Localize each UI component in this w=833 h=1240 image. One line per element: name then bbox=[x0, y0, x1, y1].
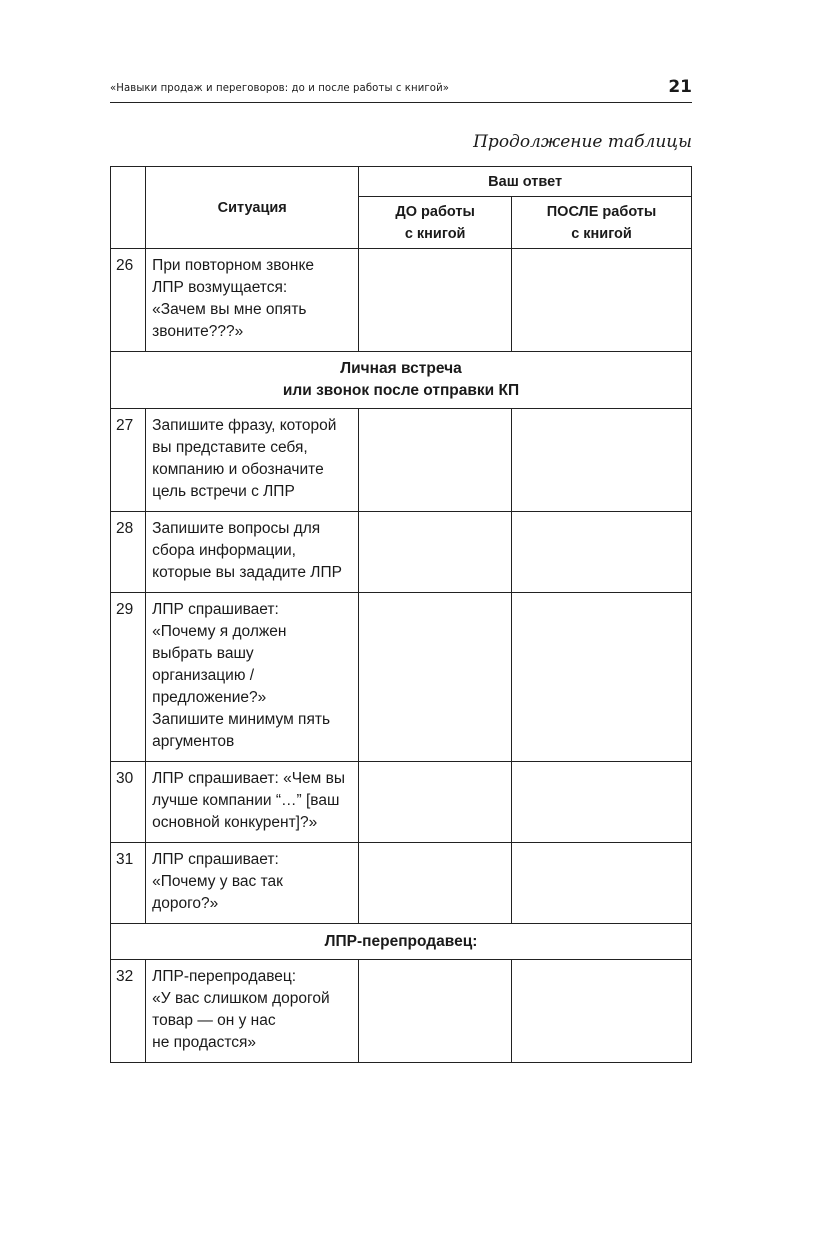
row-number: 26 bbox=[111, 249, 146, 352]
situation-text: ЛПР спрашивает: «Почему я должен выбрать вашу организацию / предложение?» Запишите минимум пять аргументов bbox=[146, 593, 359, 762]
answer-before-cell[interactable] bbox=[359, 843, 512, 924]
section-title: Личная встреча или звонок после отправки КП bbox=[111, 352, 692, 409]
row-number: 31 bbox=[111, 843, 146, 924]
table-row bbox=[111, 249, 692, 352]
section-row bbox=[111, 924, 692, 960]
situation-header: Ситуация bbox=[146, 167, 359, 249]
answer-before-cell[interactable] bbox=[359, 409, 512, 512]
after-header: ПОСЛЕ работы с книгой bbox=[512, 197, 692, 249]
questionnaire-table bbox=[110, 166, 692, 1063]
situation-text: ЛПР-перепродавец: «У вас слишком дорогой товар — он у нас не продастся» bbox=[146, 960, 359, 1063]
answer-after-cell[interactable] bbox=[512, 409, 692, 512]
answer-header: Ваш ответ bbox=[359, 167, 692, 197]
situation-text: Запишите фразу, которой вы представите себя, компанию и обозначите цель встречи с ЛПР bbox=[146, 409, 359, 512]
table-row bbox=[111, 512, 692, 593]
answer-after-cell[interactable] bbox=[512, 960, 692, 1063]
answer-before-cell[interactable] bbox=[359, 960, 512, 1063]
row-number: 28 bbox=[111, 512, 146, 593]
table-row bbox=[111, 843, 692, 924]
table-row bbox=[111, 409, 692, 512]
answer-before-cell[interactable] bbox=[359, 593, 512, 762]
table-row bbox=[111, 593, 692, 762]
answer-after-cell[interactable] bbox=[512, 593, 692, 762]
situation-text: ЛПР спрашивает: «Почему у вас так дорого?» bbox=[146, 843, 359, 924]
header-row bbox=[111, 167, 692, 197]
section-row bbox=[111, 352, 692, 409]
answer-after-cell[interactable] bbox=[512, 512, 692, 593]
answer-after-cell[interactable] bbox=[512, 249, 692, 352]
running-head bbox=[110, 77, 692, 103]
answer-after-cell[interactable] bbox=[512, 762, 692, 843]
situation-text: При повторном звонке ЛПР возмущается: «Зачем вы мне опять звоните???» bbox=[146, 249, 359, 352]
situation-text: ЛПР спрашивает: «Чем вы лучше компании “…” [ваш основной конкурент]?» bbox=[146, 762, 359, 843]
number-header bbox=[111, 167, 146, 249]
page-number: 21 bbox=[668, 77, 692, 97]
row-number: 29 bbox=[111, 593, 146, 762]
answer-before-cell[interactable] bbox=[359, 512, 512, 593]
running-title: «Навыки продаж и переговоров: до и после работы с книгой» bbox=[110, 81, 450, 94]
row-number: 30 bbox=[111, 762, 146, 843]
table-row bbox=[111, 960, 692, 1063]
before-header: ДО работы с книгой bbox=[359, 197, 512, 249]
table-row bbox=[111, 762, 692, 843]
row-number: 27 bbox=[111, 409, 146, 512]
situation-text: Запишите вопросы для сбора информации, которые вы зададите ЛПР bbox=[146, 512, 359, 593]
answer-before-cell[interactable] bbox=[359, 762, 512, 843]
section-title: ЛПР-перепродавец: bbox=[111, 924, 692, 960]
answer-before-cell[interactable] bbox=[359, 249, 512, 352]
continuation-label: Продолжение таблицы bbox=[473, 132, 692, 152]
answer-after-cell[interactable] bbox=[512, 843, 692, 924]
row-number: 32 bbox=[111, 960, 146, 1063]
